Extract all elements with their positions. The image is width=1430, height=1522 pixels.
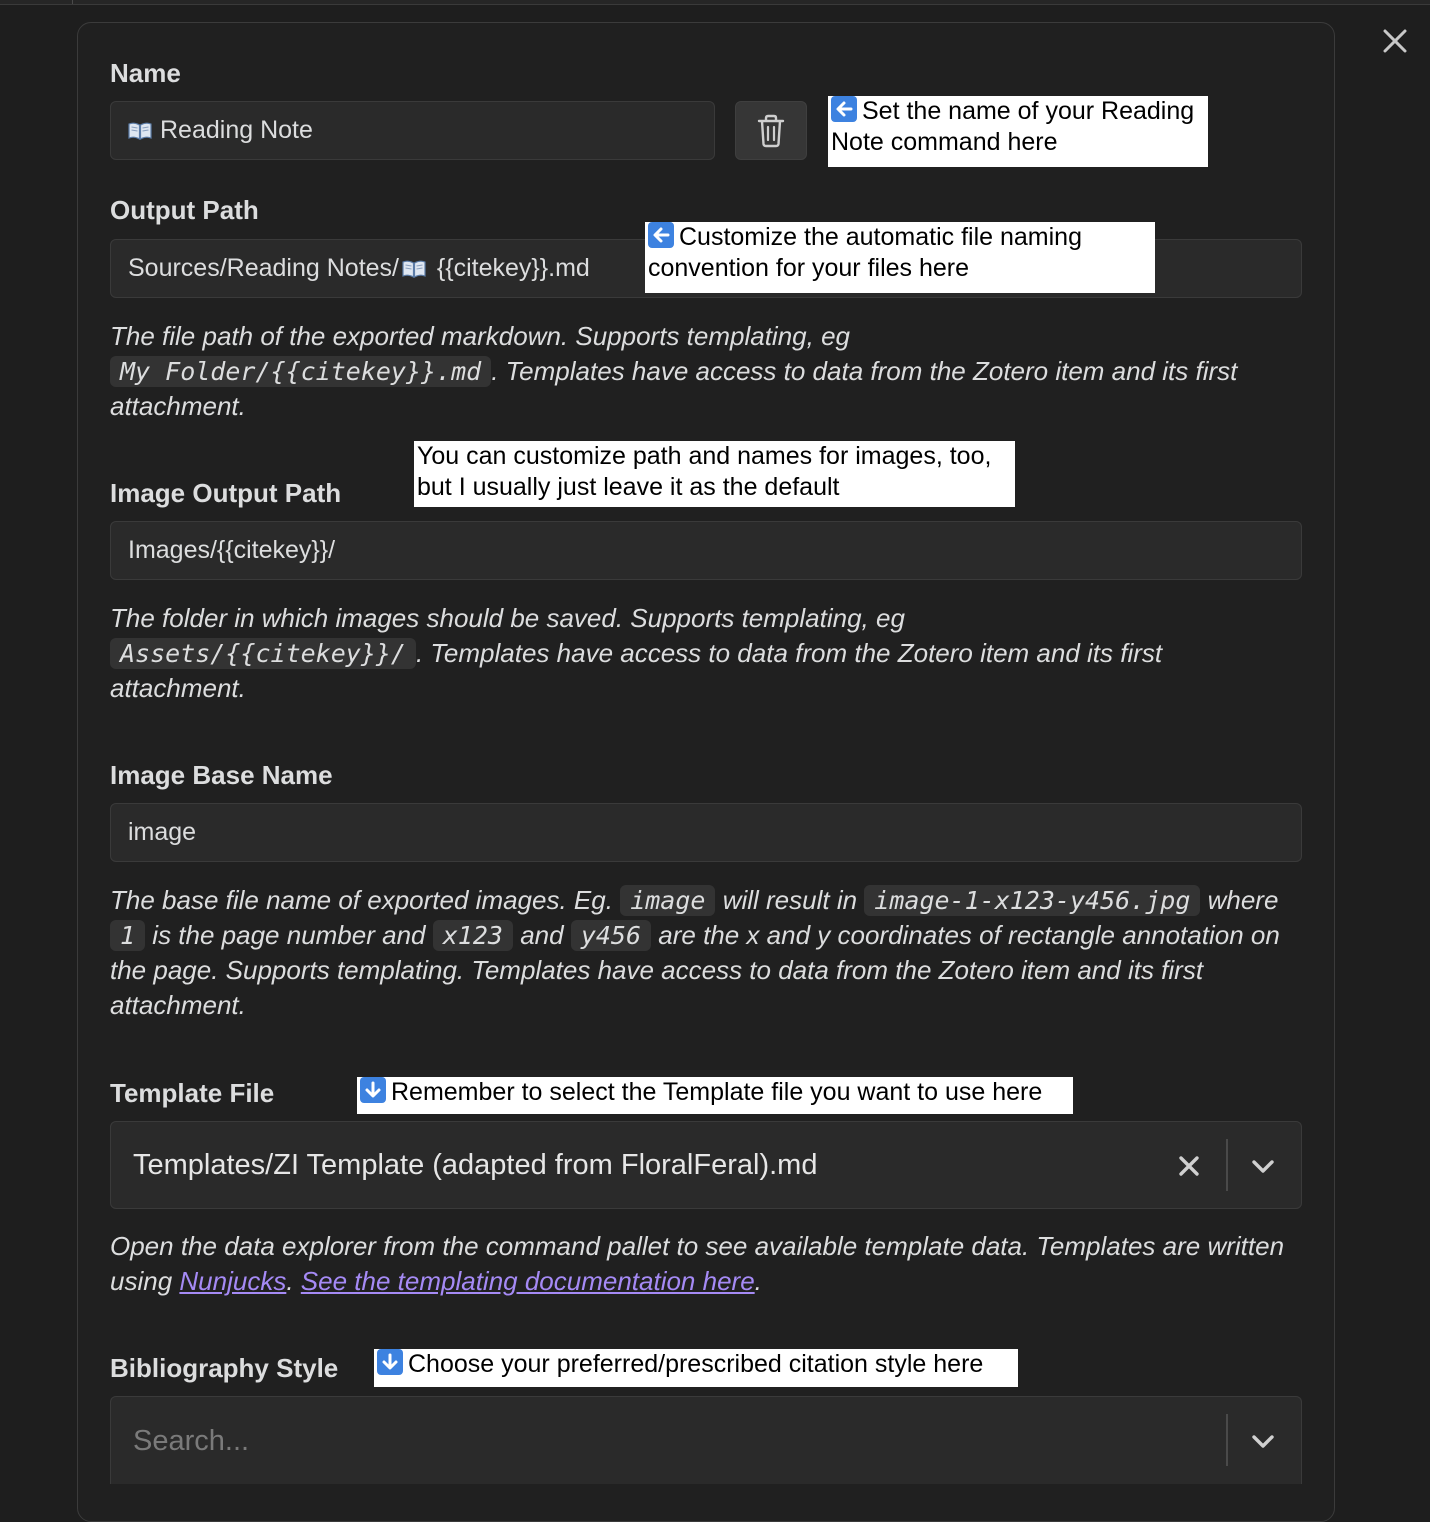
image-base-name-desc-text: will result in: [722, 885, 858, 915]
output-path-desc-text-2: . Templates have access to data from the Zotero item and its first attachment.: [110, 356, 1238, 421]
image-annotation-text: You can customize path and names for images, too, but I usually just leave it as the default: [417, 442, 992, 501]
open-book-icon: [128, 122, 152, 140]
name-input-value: Reading Note: [160, 116, 313, 144]
templating-docs-link[interactable]: See the templating documentation here: [300, 1266, 755, 1296]
left-arrow-emoji-icon: [648, 222, 674, 248]
template-file-desc-text: Open the data explorer from the command pallet to see available template data. Templates are written using: [110, 1231, 1285, 1296]
image-output-path-example-code: Assets/{{citekey}}/: [110, 638, 416, 669]
image-base-name-desc-text: The base file name of exported images. Eg.: [110, 885, 613, 915]
name-label: Name: [110, 58, 181, 88]
chevron-down-icon: [1247, 1425, 1279, 1457]
image-base-name-desc-text: where: [1207, 885, 1279, 915]
image-output-path-label: Image Output Path: [110, 478, 342, 508]
template-file-description: [110, 1229, 1305, 1299]
window-top-border: [0, 0, 1430, 5]
image-base-name-code: image: [620, 885, 715, 916]
output-path-value-prefix: Sources/Reading Notes/: [128, 254, 399, 282]
nunjucks-link[interactable]: Nunjucks: [179, 1266, 287, 1296]
template-file-desc-text-2: .: [286, 1266, 294, 1296]
image-base-name-code: x123: [433, 920, 513, 951]
close-icon: [1378, 24, 1412, 58]
output-path-label: Output Path: [110, 195, 259, 225]
select-separator: [1226, 1414, 1228, 1466]
output-path-example-code: My Folder/{{citekey}}.md: [110, 356, 491, 387]
clear-selection-button[interactable]: [1173, 1150, 1205, 1182]
image-base-name-code: image-1-x123-y456.jpg: [864, 885, 1200, 916]
select-separator: [1226, 1139, 1228, 1191]
name-annotation-text: Set the name of your Reading Note command here: [831, 97, 1195, 156]
image-base-name-code: 1: [110, 920, 145, 951]
template-annotation-text: Remember to select the Template file you want to use here: [391, 1078, 1043, 1106]
down-arrow-emoji-icon: [377, 1349, 403, 1375]
image-base-name-desc-text: is the page number and: [152, 920, 426, 950]
clear-x-icon: [1173, 1150, 1205, 1182]
image-output-path-value: Images/{{citekey}}/: [128, 536, 336, 564]
image-output-path-desc-text: The folder in which images should be saved. Supports templating, eg: [110, 603, 905, 633]
template-file-select[interactable]: [110, 1121, 1302, 1209]
template-file-label: Template File: [110, 1078, 275, 1108]
output-path-description: [110, 319, 1305, 424]
bibliography-annotation-text: Choose your preferred/prescribed citation style here: [408, 1350, 984, 1378]
chevron-down-icon: [1247, 1150, 1279, 1182]
image-base-name-value: image: [128, 818, 197, 846]
path-annotation-text: Customize the automatic file naming convention for your files here: [648, 223, 1082, 282]
output-path-value-suffix: {{citekey}}.md: [429, 254, 590, 282]
path-annotation-note: [645, 222, 1155, 293]
name-input[interactable]: [110, 101, 715, 160]
open-book-icon: [402, 260, 426, 278]
template-file-desc-text-3: .: [754, 1266, 762, 1296]
trash-icon: [756, 114, 786, 148]
bibliography-dropdown-button[interactable]: [1247, 1425, 1279, 1457]
bibliography-search-placeholder: Search...: [133, 1425, 250, 1457]
image-output-path-description: [110, 601, 1305, 706]
image-output-path-input[interactable]: [110, 521, 1302, 580]
image-base-name-input[interactable]: [110, 803, 1302, 862]
name-annotation-note: [828, 96, 1208, 167]
template-file-value: Templates/ZI Template (adapted from FloralFeral).md: [133, 1149, 818, 1181]
delete-command-button[interactable]: [735, 101, 807, 160]
close-modal-button[interactable]: [1378, 24, 1412, 58]
bibliography-style-select[interactable]: [110, 1396, 1302, 1484]
template-dropdown-button[interactable]: [1247, 1150, 1279, 1182]
image-base-name-code: y456: [571, 920, 651, 951]
window-top-divider: [72, 0, 73, 4]
bibliography-annotation-note: [374, 1349, 1018, 1387]
template-annotation-note: [357, 1077, 1073, 1114]
output-path-desc-text: The file path of the exported markdown. Supports templating, eg: [110, 321, 850, 351]
bibliography-style-label: Bibliography Style: [110, 1353, 339, 1383]
image-output-path-desc-text-2: . Templates have access to data from the Zotero item and its first attachment.: [110, 638, 1163, 703]
image-base-name-desc-text: are the x and y coordinates of rectangle annotation on the page. Supports templating. Templates have access to data from the Zotero item and its first attachment.: [110, 920, 1280, 1020]
image-base-name-description: [110, 883, 1305, 1023]
image-base-name-desc-text: and: [520, 920, 564, 950]
image-base-name-label: Image Base Name: [110, 760, 333, 790]
image-annotation-note: [414, 441, 1015, 507]
down-arrow-emoji-icon: [360, 1077, 386, 1103]
left-arrow-emoji-icon: [831, 96, 857, 122]
